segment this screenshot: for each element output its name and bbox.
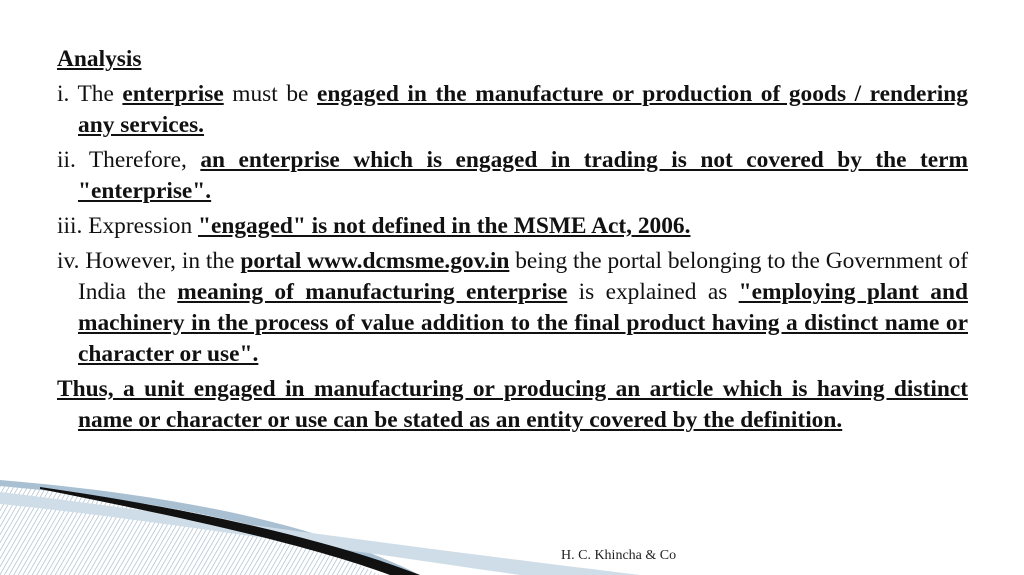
analysis-point	[57, 79, 968, 141]
emphasized-text: "employing plant and machinery in the process of value addition to the final product having a distinct name or character or use".	[78, 279, 968, 367]
emphasized-text: "engaged" is not defined in the MSME Act, 2006.	[197, 213, 691, 239]
footer-firm-name: H. C. Khincha & Co	[561, 548, 677, 563]
emphasized-text: meaning of manufacturing enterprise	[177, 279, 568, 305]
plain-text: must be	[223, 81, 317, 107]
plain-text: is explained as	[567, 279, 739, 305]
analysis-list	[57, 79, 968, 436]
slide-heading: Analysis	[57, 46, 142, 72]
plain-text: ii. Therefore,	[57, 147, 201, 173]
emphasized-text: enterprise	[122, 81, 224, 107]
plain-text: iii. Expression	[57, 213, 198, 239]
analysis-point	[57, 374, 968, 436]
emphasized-text: portal www.dcmsme.gov.in	[240, 248, 510, 274]
analysis-point	[57, 246, 968, 370]
plain-text: being the portal belonging to the Government of India the	[78, 248, 968, 305]
slide-body	[57, 44, 968, 440]
emphasized-text: an enterprise which is engaged in trading is not covered by the term "enterprise".	[78, 147, 968, 204]
emphasized-text: engaged in the manufacture or production of goods / rendering any services.	[78, 81, 968, 138]
analysis-point	[57, 145, 968, 207]
decorative-swoosh	[0, 470, 1024, 575]
analysis-point	[57, 211, 968, 242]
plain-text: i. The	[57, 81, 123, 107]
plain-text: iv. However, in the	[57, 248, 241, 274]
emphasized-text: Thus, a unit engaged in manufacturing or producing an article which is having distinct name or character or use can be stated as an entity covered by the definition.	[57, 376, 968, 433]
